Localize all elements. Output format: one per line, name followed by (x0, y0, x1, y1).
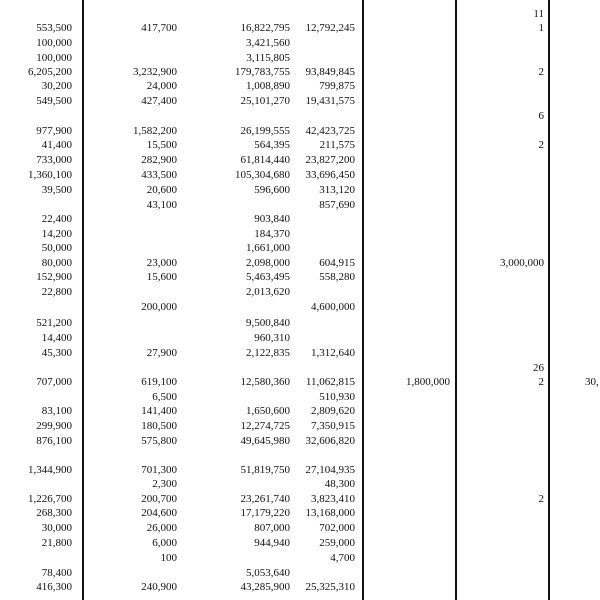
cell-col-4: 13,168,000 (305, 507, 355, 519)
cell-col-1: 14,400 (41, 332, 72, 344)
cell-col-6: 1 (538, 22, 544, 34)
cell-col-1: 416,300 (36, 581, 72, 593)
cell-col-1: 30,200 (41, 80, 72, 92)
cell-col-2: 141,400 (141, 405, 177, 417)
cell-col-4: 27,104,935 (305, 464, 355, 476)
cell-col-1: 553,500 (36, 22, 72, 34)
cell-col-3: 5,053,640 (246, 567, 290, 579)
cell-col-1: 549,500 (36, 95, 72, 107)
cell-col-1: 707,000 (36, 376, 72, 388)
cell-col-3: 2,122,835 (246, 347, 290, 359)
cell-col-4: 25,325,310 (305, 581, 355, 593)
cell-col-2: 15,500 (146, 139, 177, 151)
cell-col-2: 26,000 (146, 522, 177, 534)
cell-col-1: 977,900 (36, 125, 72, 137)
cell-col-4: 33,696,450 (305, 169, 355, 181)
cell-col-2: 282,900 (141, 154, 177, 166)
cell-col-2: 575,800 (141, 435, 177, 447)
cell-col-4: 313,120 (319, 184, 355, 196)
cell-col-1: 21,800 (41, 537, 72, 549)
cell-col-6: 2 (538, 376, 544, 388)
cell-col-3: 903,840 (254, 213, 290, 225)
cell-col-2: 180,500 (141, 420, 177, 432)
cell-col-1: 14,200 (41, 228, 72, 240)
cell-col-1: 39,500 (41, 184, 72, 196)
cell-col-1: 78,400 (41, 567, 72, 579)
cell-col-1: 1,360,100 (28, 169, 72, 181)
cell-col-4: 23,827,200 (305, 154, 355, 166)
cell-col-6: 2 (538, 493, 544, 505)
cell-col-6: 26 (533, 362, 544, 374)
cell-col-3: 49,645,980 (240, 435, 290, 447)
cell-col-3: 5,463,495 (246, 271, 290, 283)
cell-col-5: 1,800,000 (406, 376, 450, 388)
cell-col-3: 12,580,360 (240, 376, 290, 388)
cell-col-2: 6,500 (152, 391, 177, 403)
cell-col-3: 564,395 (254, 139, 290, 151)
cell-col-1: 50,000 (41, 242, 72, 254)
cell-col-1: 100,000 (36, 37, 72, 49)
cell-col-2: 200,700 (141, 493, 177, 505)
cell-col-2: 24,000 (146, 80, 177, 92)
cell-col-2: 200,000 (141, 301, 177, 313)
cell-col-3: 12,274,725 (240, 420, 290, 432)
cell-col-2: 27,900 (146, 347, 177, 359)
cell-col-3: 105,304,680 (235, 169, 290, 181)
cell-col-3: 179,783,755 (235, 66, 290, 78)
cell-col-3: 1,650,600 (246, 405, 290, 417)
cell-col-3: 3,421,560 (246, 37, 290, 49)
cell-col-4: 799,875 (319, 80, 355, 92)
cell-col-4: 12,792,245 (305, 22, 355, 34)
cell-col-6: 2 (538, 66, 544, 78)
cell-col-2: 433,500 (141, 169, 177, 181)
cell-col-3: 61,814,440 (240, 154, 290, 166)
cell-col-4: 42,423,725 (305, 125, 355, 137)
cell-col-3: 25,101,270 (240, 95, 290, 107)
cell-col-4: 211,575 (319, 139, 355, 151)
cell-col-4: 4,600,000 (311, 301, 355, 313)
cell-col-4: 4,700 (330, 552, 355, 564)
cell-col-4: 510,930 (319, 391, 355, 403)
cell-col-2: 619,100 (141, 376, 177, 388)
column-rule (455, 0, 457, 600)
cell-col-3: 51,819,750 (240, 464, 290, 476)
cell-col-2: 3,232,900 (133, 66, 177, 78)
cell-col-1: 876,100 (36, 435, 72, 447)
cell-col-1: 1,344,900 (28, 464, 72, 476)
cell-col-1: 22,800 (41, 286, 72, 298)
cell-col-1: 41,400 (41, 139, 72, 151)
cell-col-4: 11,062,815 (305, 376, 355, 388)
cell-col-1: 45,300 (41, 347, 72, 359)
cell-col-2: 1,582,200 (133, 125, 177, 137)
cell-col-2: 427,400 (141, 95, 177, 107)
cell-col-3: 960,310 (254, 332, 290, 344)
column-rule (362, 0, 364, 600)
cell-col-6: 2 (538, 139, 544, 151)
cell-col-4: 1,312,640 (311, 347, 355, 359)
cell-col-4: 857,690 (319, 199, 355, 211)
cell-col-1: 521,200 (36, 317, 72, 329)
cell-col-1: 733,000 (36, 154, 72, 166)
cell-col-1: 22,400 (41, 213, 72, 225)
cell-col-4: 259,000 (319, 537, 355, 549)
cell-col-4: 604,915 (319, 257, 355, 269)
cell-col-4: 19,431,575 (305, 95, 355, 107)
cell-col-4: 93,849,845 (305, 66, 355, 78)
cell-col-3: 2,013,620 (246, 286, 290, 298)
cell-col-2: 23,000 (146, 257, 177, 269)
cell-col-3: 807,000 (254, 522, 290, 534)
cell-col-2: 6,000 (152, 537, 177, 549)
cell-col-4: 48,300 (324, 478, 355, 490)
cell-col-3: 26,199,555 (240, 125, 290, 137)
cell-col-3: 17,179,220 (240, 507, 290, 519)
cell-col-6: 6 (538, 110, 544, 122)
cell-col-2: 417,700 (141, 22, 177, 34)
cell-col-2: 15,600 (146, 271, 177, 283)
cell-col-1: 152,900 (36, 271, 72, 283)
cell-col-4: 2,809,620 (311, 405, 355, 417)
column-rule (548, 0, 550, 600)
cell-col-4: 7,350,915 (311, 420, 355, 432)
cell-col-3: 1,661,000 (246, 242, 290, 254)
cell-col-4: 3,823,410 (311, 493, 355, 505)
cell-col-1: 299,900 (36, 420, 72, 432)
cell-col-3: 16,822,795 (240, 22, 290, 34)
cell-col-7: 30, (585, 376, 599, 388)
cell-col-1: 1,226,700 (28, 493, 72, 505)
cell-col-1: 80,000 (41, 257, 72, 269)
cell-col-3: 23,261,740 (240, 493, 290, 505)
cell-col-1: 30,000 (41, 522, 72, 534)
cell-col-4: 558,280 (319, 271, 355, 283)
cell-col-3: 3,115,805 (246, 52, 290, 64)
cell-col-1: 268,300 (36, 507, 72, 519)
cell-col-3: 1,008,890 (246, 80, 290, 92)
cell-col-2: 20,600 (146, 184, 177, 196)
cell-col-4: 702,000 (319, 522, 355, 534)
cell-col-3: 184,370 (254, 228, 290, 240)
cell-col-4: 32,606,820 (305, 435, 355, 447)
cell-col-1: 100,000 (36, 52, 72, 64)
cell-col-2: 43,100 (146, 199, 177, 211)
cell-col-2: 240,900 (141, 581, 177, 593)
cell-col-2: 2,300 (152, 478, 177, 490)
cell-col-3: 43,285,900 (240, 581, 290, 593)
cell-col-2: 204,600 (141, 507, 177, 519)
cell-col-6: 3,000,000 (500, 257, 544, 269)
cell-col-1: 83,100 (41, 405, 72, 417)
column-rule (82, 0, 84, 600)
cell-col-1: 6,205,200 (28, 66, 72, 78)
cell-col-2: 701,300 (141, 464, 177, 476)
cell-col-3: 2,098,000 (246, 257, 290, 269)
cell-col-6: 11 (533, 8, 544, 20)
cell-col-2: 100 (160, 552, 177, 564)
cell-col-3: 596,600 (254, 184, 290, 196)
cell-col-3: 944,940 (254, 537, 290, 549)
cell-col-3: 9,500,840 (246, 317, 290, 329)
